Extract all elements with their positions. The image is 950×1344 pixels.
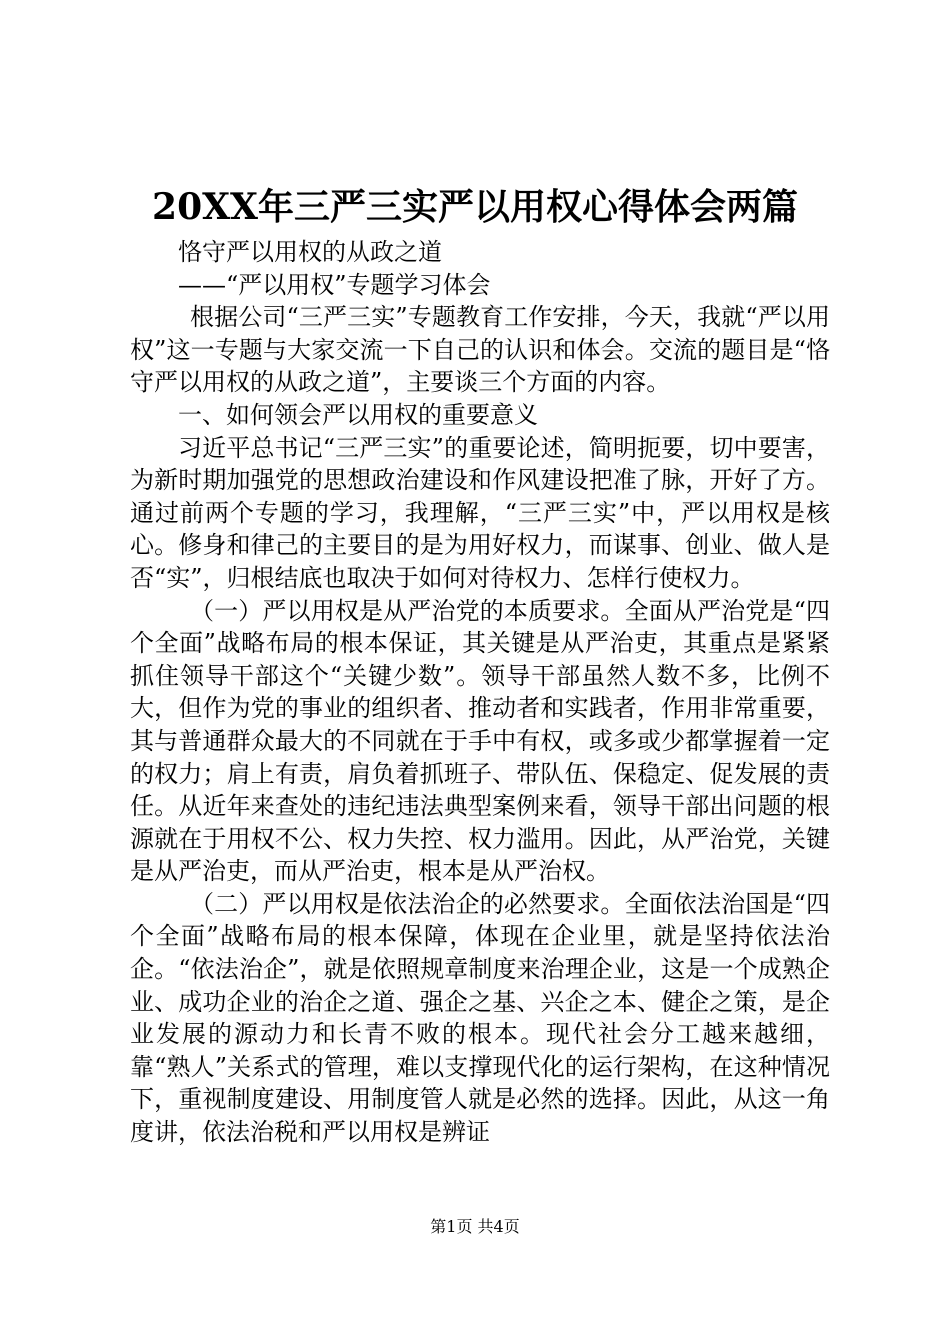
body-paragraph: 习近平总书记“三严三实”的重要论述，简明扼要，切中要害，为新时期加强党的思想政治建设和作风建设把准了脉，开好了方。通过前两个专题的学习，我理解，“三严三实”中，严以用权是核心。修身和律己的主要目的是为用好权力，而谋事、创业、做人是否“实”，归根结底也取决于如何对待权力、怎样行使权力。 [130,433,830,592]
body-paragraph: （二）严以用权是依法治企的必然要求。全面依法治国是“四个全面”战略布局的根本保障，体现在企业里，就是坚持依法治企。“依法治企”，就是依照规章制度来治理企业，这是一个成熟企业、成功企业的治企之道、强企之基、兴企之本、健企之策，是企业发展的源动力和长青不败的根本。现代社会分工越来越细，靠“熟人”关系式的管理，难以支撑现代化的运行架构，在这种情况下，重视制度建设、用制度管人就是必然的选择。因此，从这一角度讲，依法治税和严以用权是辨证 [130,889,830,1147]
page-number-footer: 第1页 共4页 [430,1217,520,1236]
document-subtitle: 恪守严以用权的从政之道 [178,238,442,266]
document-body [130,236,830,1149]
body-paragraph: （一）严以用权是从严治党的本质要求。全面从严治党是“四个全面”战略布局的根本保证，其关键是从严治吏，其重点是紧紧抓住领导干部这个“关键少数”。领导干部虽然人数不多，比例不大，但作为党的事业的组织者、推动者和实践者，作用非常重要，其与普通群众最大的不同就在于手中有权，或多或少都掌握着一定的权力；肩上有责，肩负着抓班子、带队伍、保稳定、促发展的责任。从近年来查处的违纪违法典型案例来看，领导干部出问题的根源就在于用权不公、权力失控、权力滥用。因此，从严治党，关键是从严治吏，而从严治吏，根本是从严治权。 [130,596,830,886]
document-subheading: ——“严以用权”专题学习体会 [178,270,491,299]
document-title: 20XX年三严三实严以用权心得体会两篇 [152,186,798,228]
body-paragraph: 根据公司“三严三实”专题教育工作安排，今天，我就“严以用权”这一专题与大家交流一下自己的认识和体会。交流的题目是“恪守严以用权的从政之道”，主要谈三个方面的内容。 [130,303,830,397]
section-heading: 一、如何领会严以用权的重要意义 [178,400,538,429]
